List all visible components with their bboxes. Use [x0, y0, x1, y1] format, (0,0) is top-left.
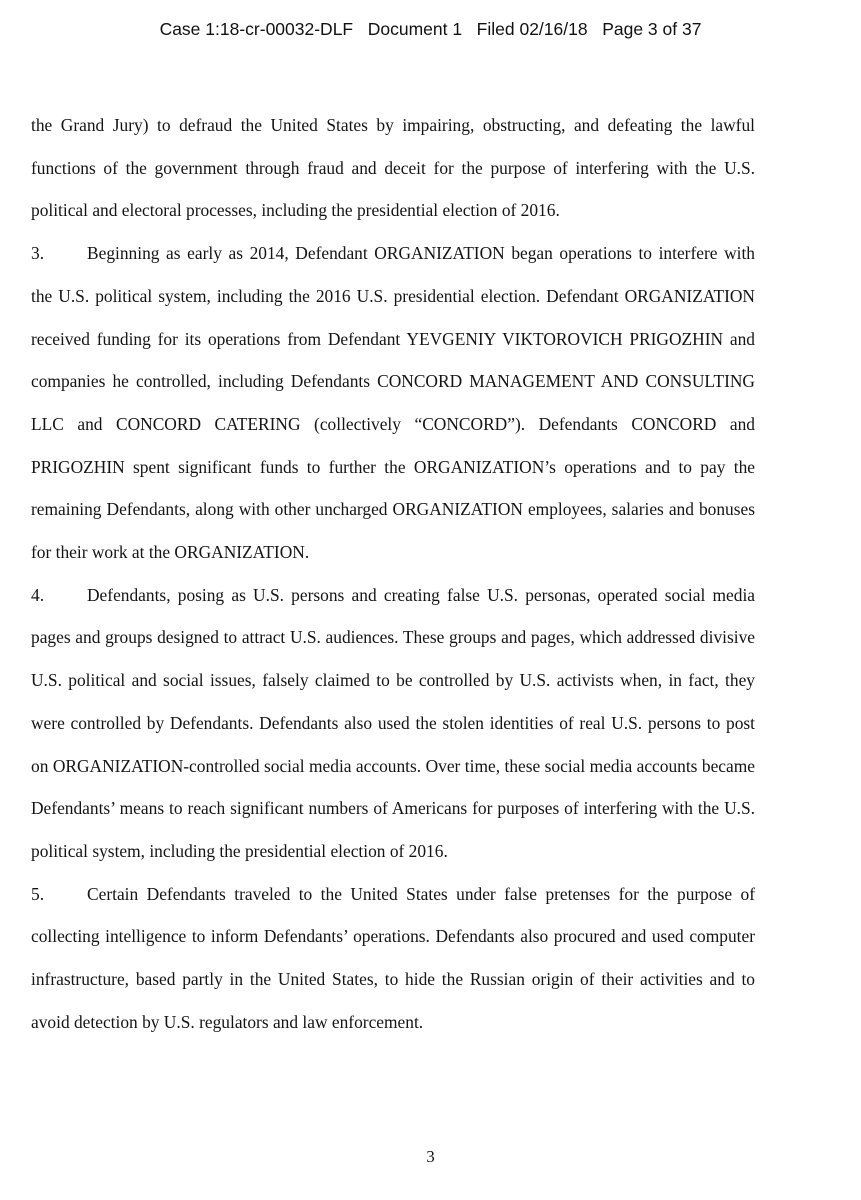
paragraph-continued: [31, 104, 755, 232]
document-number: Document 1: [367, 19, 463, 39]
case-number: Case 1:18-cr-00032-DLF: [159, 19, 354, 39]
paragraph-text: the Grand Jury) to defraud the United States by impairing, obstructing, and defeating the lawful functions of the government through fraud and deceit for the purpose of interfering with the U.S. political and electoral processes, including the presidential election of 2016.: [31, 115, 755, 221]
page-number: 3: [426, 1147, 435, 1166]
case-header: [0, 19, 861, 40]
paragraph-number: 5.: [31, 883, 45, 904]
paragraph-text: Defendants, posing as U.S. persons and creating false U.S. personas, operated social media pages and groups designed to attract U.S. audiences. These groups and pages, which addressed divisive U.S. political and social issues, falsely claimed to be controlled by U.S. activists when, in fact, they were controlled by Defendants. Defendants also used the stolen identities of real U.S. persons to post on ORGANIZATION-controlled social media accounts. Over time, these social media accounts became Defendants’ means to reach significant numbers of Americans for purposes of interfering with the U.S. political system, including the presidential election of 2016.: [31, 584, 755, 861]
paragraph-text: Certain Defendants traveled to the United States under false pretenses for the purpose of collecting intelligence to inform Defendants’ operations. Defendants also procured and used computer infrastructure, based partly in the United States, to hide the Russian origin of their activities and to avoid detection by U.S. regulators and law enforcement.: [31, 883, 755, 1032]
paragraph-text: Beginning as early as 2014, Defendant ORGANIZATION began operations to interfere with the U.S. political system, including the 2016 U.S. presidential election. Defendant ORGANIZATION received funding for its operations from Defendant YEVGENIY VIKTOROVICH PRIGOZHIN and companies he controlled, including Defendants CONCORD MANAGEMENT AND CONSULTING LLC and CONCORD CATERING (collectively “CONCORD”). Defendants CONCORD and PRIGOZHIN spent significant funds to further the ORGANIZATION’s operations and to pay the remaining Defendants, along with other uncharged ORGANIZATION employees, salaries and bonuses for their work at the ORGANIZATION.: [31, 243, 755, 563]
paragraph-5: [31, 873, 755, 1044]
paragraph-4: [31, 574, 755, 873]
document-body: [31, 104, 755, 1043]
paragraph-3: [31, 232, 755, 574]
filed-date: Filed 02/16/18: [476, 19, 588, 39]
paragraph-number: 4.: [31, 584, 45, 605]
page-count: Page 3 of 37: [602, 19, 702, 39]
paragraph-number: 3.: [31, 243, 45, 264]
